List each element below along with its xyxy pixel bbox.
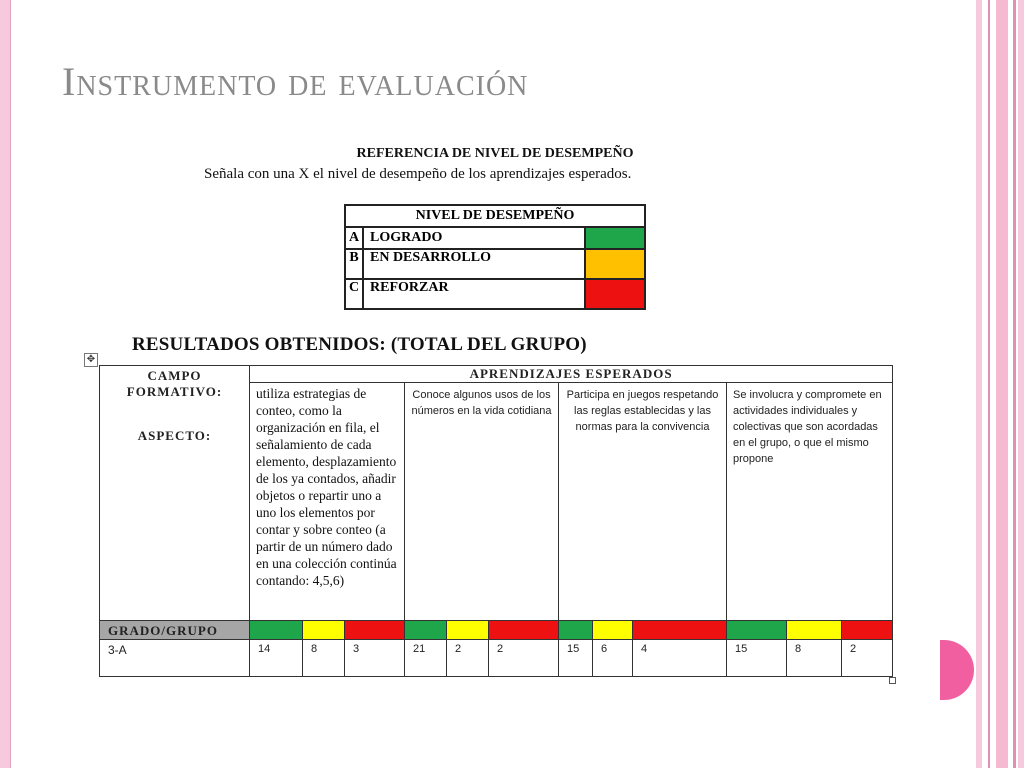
- aprendizaje-1: utiliza estrategias de conteo, como la organización en fila, el señalamiento de cada elemento, desplazamiento de los ya contados, añadir objetos o repartir uno a uno los elementos por contar y sobre conteo (a partir de un número dado en una colección continúa contando: 4,5,6): [250, 383, 405, 621]
- level-swatch-red: [585, 279, 645, 309]
- grado-grupo-label: GRADO/GRUPO: [100, 621, 250, 640]
- level-label: REFORZAR: [363, 279, 585, 309]
- campo-aspecto-cell: [100, 366, 250, 621]
- level-color-cell: [593, 621, 633, 640]
- resize-handle-icon[interactable]: [889, 677, 896, 684]
- level-color-cell: [787, 621, 842, 640]
- value-cell: 14: [250, 640, 303, 677]
- level-swatch-orange: [585, 249, 645, 279]
- value-cell: 6: [593, 640, 633, 677]
- right-decor-stripes: [976, 0, 1024, 768]
- level-color-cell: [405, 621, 447, 640]
- level-color-cell: [303, 621, 345, 640]
- pink-half-circle: [940, 640, 974, 700]
- aspecto-label: ASPECTO:: [137, 428, 212, 443]
- results-title: RESULTADOS OBTENIDOS: (TOTAL DEL GRUPO): [132, 334, 587, 355]
- value-cell: 3: [345, 640, 405, 677]
- level-color-cell: [447, 621, 489, 640]
- group-name: 3-A: [100, 640, 250, 677]
- level-color-cell: [727, 621, 787, 640]
- value-cell: 2: [842, 640, 893, 677]
- value-cell: 8: [303, 640, 345, 677]
- level-letter: C: [345, 279, 363, 309]
- value-cell: 2: [447, 640, 489, 677]
- value-cell: 4: [633, 640, 727, 677]
- left-decor-line: [10, 0, 11, 768]
- slide-title: Instrumento de evaluación: [62, 59, 529, 104]
- aprendizajes-header: APRENDIZAJES ESPERADOS: [250, 366, 893, 383]
- aprendizaje-3: Participa en juegos respetando las reglas establecidas y las normas para la convivencia: [559, 383, 727, 621]
- levels-header: NIVEL DE DESEMPEÑO: [345, 205, 645, 227]
- value-cell: 21: [405, 640, 447, 677]
- level-swatch-green: [585, 227, 645, 249]
- value-cell: 15: [727, 640, 787, 677]
- aprendizaje-2: Conoce algunos usos de los números en la vida cotidiana: [405, 383, 559, 621]
- level-color-cell: [345, 621, 405, 640]
- campo-label: CAMPO FORMATIVO:: [126, 368, 223, 399]
- level-letter: B: [345, 249, 363, 279]
- level-color-cell: [633, 621, 727, 640]
- value-cell: 15: [559, 640, 593, 677]
- left-decor-bar: [0, 0, 10, 768]
- level-color-cell: [489, 621, 559, 640]
- levels-table: [344, 204, 646, 310]
- aprendizaje-4: Se involucra y compromete en actividades individuales y colectivas que son acordadas en el grupo, o que el mismo propone: [727, 383, 893, 621]
- move-handle-icon[interactable]: ✥: [84, 353, 98, 367]
- level-letter: A: [345, 227, 363, 249]
- level-label: EN DESARROLLO: [363, 249, 585, 279]
- value-cell: 8: [787, 640, 842, 677]
- level-color-cell: [250, 621, 303, 640]
- level-color-cell: [842, 621, 893, 640]
- level-label: LOGRADO: [363, 227, 585, 249]
- results-table: [99, 365, 893, 677]
- reference-subtitle: Señala con una X el nivel de desempeño de los aprendizajes esperados.: [204, 166, 632, 182]
- value-cell: 2: [489, 640, 559, 677]
- reference-title: REFERENCIA DE NIVEL DE DESEMPEÑO: [356, 146, 634, 161]
- level-color-cell: [559, 621, 593, 640]
- table-row: [100, 640, 893, 677]
